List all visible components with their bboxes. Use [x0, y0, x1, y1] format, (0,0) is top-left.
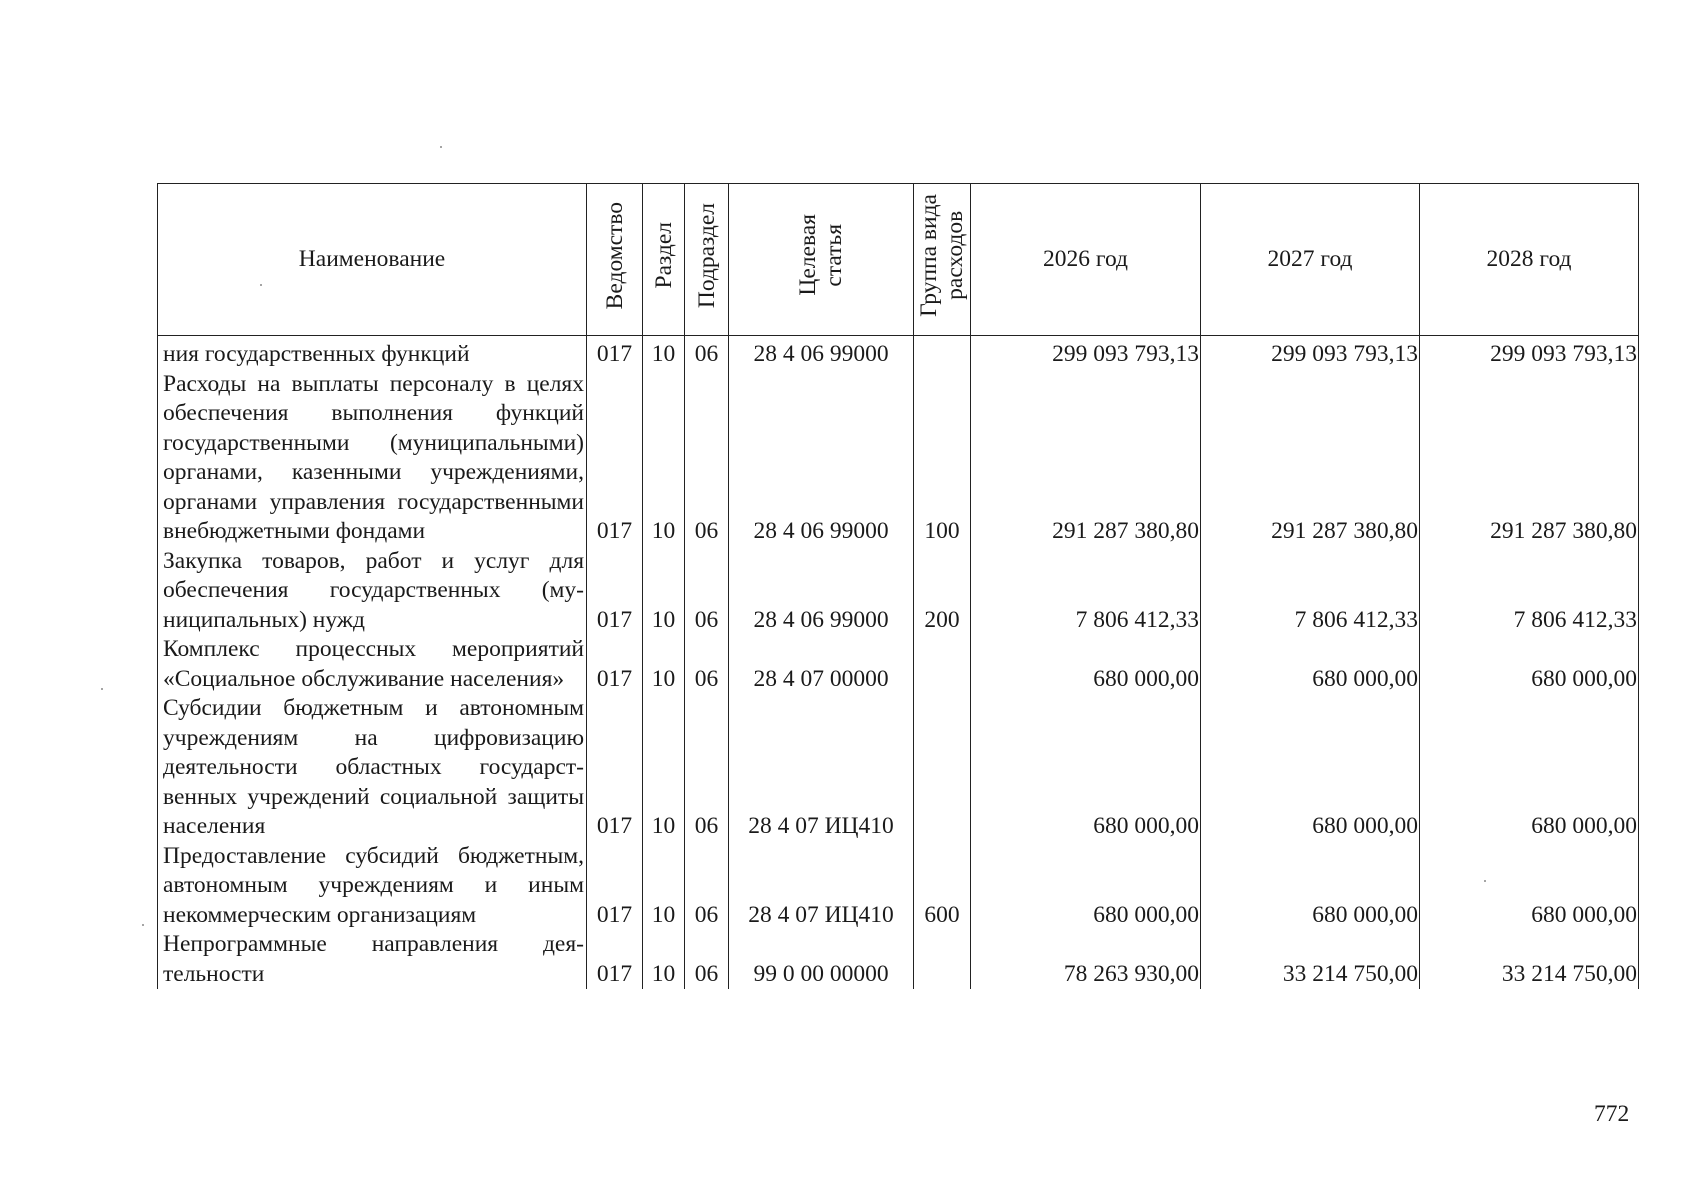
cell-year-2027: 7 806 412,33 [1201, 547, 1420, 636]
cell-year-2028: 7 806 412,33 [1420, 547, 1639, 636]
cell-subsection: 06 [685, 930, 729, 989]
table-row [158, 635, 1639, 694]
scan-speck [440, 146, 442, 148]
cell-expense-group: 100 [914, 370, 971, 547]
cell-expense-group: 200 [914, 547, 971, 636]
cell-year-2028: 299 093 793,13 [1420, 336, 1639, 370]
cell-section: 10 [643, 336, 685, 370]
cell-subsection: 06 [685, 842, 729, 931]
header-name: Наименование [158, 184, 587, 336]
cell-year-2026: 7 806 412,33 [971, 547, 1201, 636]
cell-subsection: 06 [685, 547, 729, 636]
cell-year-2027: 299 093 793,13 [1201, 336, 1420, 370]
cell-year-2027: 680 000,00 [1201, 694, 1420, 842]
header-section: Раздел [643, 184, 685, 336]
cell-target-item: 28 4 07 ИЦ410 [729, 842, 914, 931]
cell-year-2027: 291 287 380,80 [1201, 370, 1420, 547]
cell-department: 017 [587, 370, 643, 547]
cell-name: Комплекс процессных мероприятий «Социальное обслуживание населения» [158, 635, 587, 694]
table-row [158, 930, 1639, 989]
cell-department: 017 [587, 694, 643, 842]
cell-year-2026: 680 000,00 [971, 842, 1201, 931]
table-row [158, 336, 1639, 370]
table-row [158, 547, 1639, 636]
cell-year-2028: 33 214 750,00 [1420, 930, 1639, 989]
header-target-item: Целевая статья [729, 184, 914, 336]
budget-table [157, 183, 1639, 989]
cell-expense-group [914, 635, 971, 694]
cell-department: 017 [587, 930, 643, 989]
cell-name: Непрограммные направления деятельности [158, 930, 587, 989]
cell-subsection: 06 [685, 694, 729, 842]
cell-name: Предоставление субсидий бюджетным, автономным учреждениям и иным некоммерческим организациям [158, 842, 587, 931]
cell-expense-group: 600 [914, 842, 971, 931]
cell-section: 10 [643, 547, 685, 636]
cell-subsection: 06 [685, 370, 729, 547]
cell-name: Субсидии бюджетным и автономным учреждениям на цифровизацию деятельности областных государственных учреждений социальной защиты населения [158, 694, 587, 842]
cell-target-item: 28 4 07 00000 [729, 635, 914, 694]
cell-expense-group [914, 336, 971, 370]
cell-subsection: 06 [685, 635, 729, 694]
cell-year-2028: 291 287 380,80 [1420, 370, 1639, 547]
header-year-2026: 2026 год [971, 184, 1201, 336]
cell-expense-group [914, 694, 971, 842]
cell-target-item: 28 4 07 ИЦ410 [729, 694, 914, 842]
page-number: 772 [1594, 1101, 1630, 1127]
table-header-row [158, 184, 1639, 336]
scan-speck [260, 284, 262, 286]
scan-speck [1484, 880, 1486, 882]
cell-year-2026: 680 000,00 [971, 635, 1201, 694]
header-year-2027: 2027 год [1201, 184, 1420, 336]
cell-section: 10 [643, 635, 685, 694]
header-subsection: Подраздел [685, 184, 729, 336]
table-row [158, 370, 1639, 547]
cell-year-2027: 680 000,00 [1201, 842, 1420, 931]
cell-target-item: 28 4 06 99000 [729, 547, 914, 636]
cell-name: ния государственных функций [158, 336, 587, 370]
cell-year-2026: 291 287 380,80 [971, 370, 1201, 547]
scan-speck [101, 688, 103, 690]
cell-target-item: 99 0 00 00000 [729, 930, 914, 989]
cell-department: 017 [587, 547, 643, 636]
cell-year-2028: 680 000,00 [1420, 635, 1639, 694]
cell-year-2026: 78 263 930,00 [971, 930, 1201, 989]
cell-year-2026: 299 093 793,13 [971, 336, 1201, 370]
header-department: Ведомство [587, 184, 643, 336]
cell-section: 10 [643, 370, 685, 547]
header-year-2028: 2028 год [1420, 184, 1639, 336]
cell-section: 10 [643, 694, 685, 842]
header-expense-group: Группа вида расходов [914, 184, 971, 336]
cell-section: 10 [643, 842, 685, 931]
table-row [158, 694, 1639, 842]
cell-year-2027: 680 000,00 [1201, 635, 1420, 694]
cell-subsection: 06 [685, 336, 729, 370]
cell-target-item: 28 4 06 99000 [729, 370, 914, 547]
cell-expense-group [914, 930, 971, 989]
cell-name: Расходы на выплаты персоналу в целях обеспечения выполнения функций государственными (муниципальными) органами, казенными учреждениями, органами управления государственными внебюджетными фондами [158, 370, 587, 547]
scan-speck [142, 924, 144, 926]
cell-target-item: 28 4 06 99000 [729, 336, 914, 370]
cell-year-2028: 680 000,00 [1420, 842, 1639, 931]
cell-department: 017 [587, 842, 643, 931]
cell-year-2027: 33 214 750,00 [1201, 930, 1420, 989]
cell-name: Закупка товаров, работ и услуг для обеспечения государственных (муниципальных) нужд [158, 547, 587, 636]
cell-section: 10 [643, 930, 685, 989]
cell-year-2026: 680 000,00 [971, 694, 1201, 842]
cell-department: 017 [587, 635, 643, 694]
cell-year-2028: 680 000,00 [1420, 694, 1639, 842]
table-row [158, 842, 1639, 931]
cell-department: 017 [587, 336, 643, 370]
